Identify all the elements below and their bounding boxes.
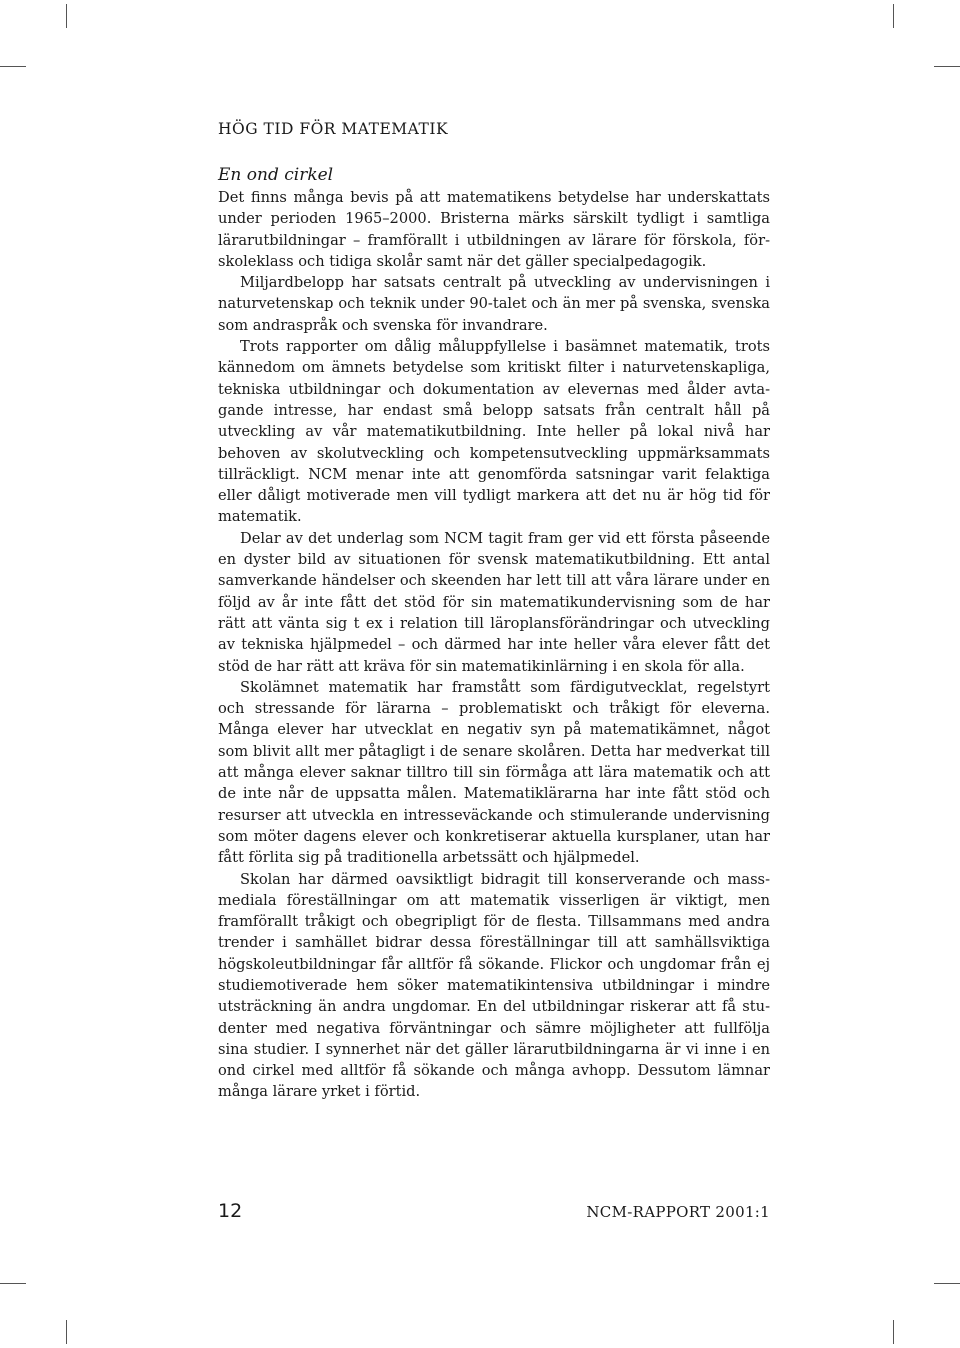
crop-mark-right-bottom: [934, 1283, 960, 1284]
page-number: 12: [218, 1200, 243, 1222]
crop-mark-bottom-right: [893, 1320, 894, 1344]
section-title: En ond cirkel: [218, 165, 334, 185]
paragraph-1: Det finns många bevis på att matematikens betydelse har underskattats under perioden 1965–2000. Bristerna märks särskilt tydligt i samtliga lärarutbildningar – framförallt i utbildningen av lärare för förskola, förskoleklass och tidiga skolår samt när det gäller specialpedagogik.: [218, 189, 770, 270]
paragraph-6: Skolan har därmed oavsiktligt bidragit till konserverande och massmediala föreställningar om att matematik visserligen är viktigt, men framförallt tråkigt och obegripligt för de flesta. Tillsammans med andra trender i samhället bidrar dessa föreställningar till att samhällsviktiga högskoleutbildningar får alltför få sökande. Flickor och ungdomar från ej studiemotiverade hem söker matematikintensiva utbildningar i mindre utsträckning än andra ungdomar. En del utbildningar riskerar att få studenter med negativa förväntningar och sämre möjligheter att fullfölja sina studier. I synnerhet när det gäller lärarutbildningarna är vi inne i en ond cirkel med alltför få sökande och många avhopp. Dessutom lämnar många lärare yrket i förtid.: [218, 870, 770, 1101]
paragraph-4: Delar av det underlag som NCM tagit fram ger vid ett första påseende en dyster bild av situationen för svensk matematikutbildning. Ett antal samverkande händelser och skeenden har lett till att våra lärare under en följd av år inte fått det stöd för sin matematikundervisning som de har rätt att vänta sig t ex i relation till läroplansförändringar och utveckling av tekniska hjälpmedel – och därmed har inte heller våra elever fått det stöd de har rätt att kräva för sin matematikinlärning i en skola för alla.: [218, 529, 770, 675]
crop-mark-bottom-left: [66, 1320, 67, 1344]
running-head: HÖG TID FÖR MATEMATIK: [218, 120, 449, 138]
crop-mark-top-left: [66, 4, 67, 28]
body-text: [218, 163, 770, 1103]
paragraph-3: Trots rapporter om dålig måluppfyllelse i basämnet matematik, trots kännedom om ämnets betydelse som kritiskt filter i naturvetenskapliga, tekniska utbildningar och dokumentation av elevernas med ålder avtagande intresse, har endast små belopp satsats från centralt håll på utveckling av vår matematikutbildning. Inte heller på lokal nivå har behoven av skolutveckling och kompetensutveckling uppmärksammats tillräckligt. NCM menar inte att genomförda satsningar varit felaktiga eller dåligt motiverade men vill tydligt markera att det nu är hög tid för matematik.: [218, 338, 770, 526]
crop-mark-top-right: [893, 4, 894, 28]
crop-mark-left-bottom: [0, 1283, 26, 1284]
crop-mark-right-top: [934, 66, 960, 67]
crop-mark-left-top: [0, 66, 26, 67]
report-id: NCM-RAPPORT 2001:1: [586, 1203, 770, 1221]
paragraph-5: Skolämnet matematik har framstått som färdigutvecklat, regelstyrt och stressande för lärarna – problematiskt och tråkigt för eleverna. Många elever har utvecklat en negativ syn på matematikämnet, något som blivit allt mer påtagligt i de senare skolåren. Detta har medverkat till att många elever saknar tilltro till sin förmåga att lära matematik och att de inte når de uppsatta målen. Matematiklärarna har inte fått stöd och resurser att utveckla en intresseväckande och stimulerande undervisning som möter dagens elever och konkretiserar aktuella kursplaner, utan har fått förlita sig på traditionella arbetssätt och hjälpmedel.: [218, 678, 770, 867]
paragraph-2: Miljardbelopp har satsats centralt på utveckling av undervisningen i naturvetenskap och teknik under 90-talet och än mer på svenska, svenska som andraspråk och svenska för invandrare.: [218, 274, 770, 334]
